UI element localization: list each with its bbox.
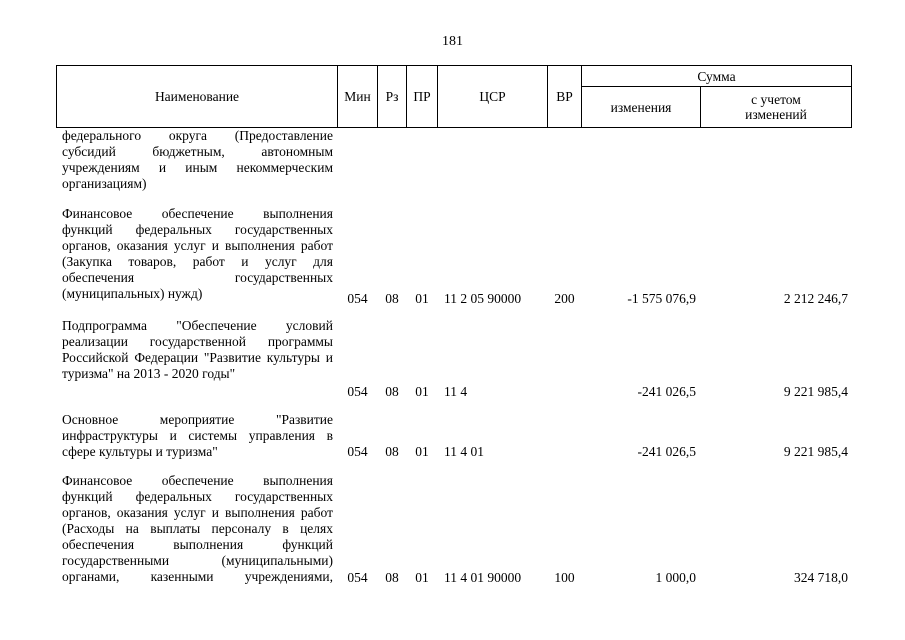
header-vr: ВР — [547, 65, 582, 128]
row-change: 1 000,0 — [655, 570, 696, 585]
row-pr: 01 — [415, 570, 429, 585]
row-csr: 11 2 05 90000 — [444, 291, 522, 306]
header-with-change: с учетом изменений — [700, 86, 852, 128]
row-name: Основное мероприятие "Развитие инфраструктуры и системы управления в сфере культуры и туризма" — [62, 412, 333, 459]
row-vr: 200 — [554, 291, 575, 306]
row-pr: 01 — [415, 384, 429, 399]
row-min: 054 — [347, 384, 368, 399]
row-min: 054 — [347, 570, 368, 585]
header-name: Наименование — [56, 65, 338, 128]
row-with-change: 9 221 985,4 — [783, 444, 848, 459]
row-vr: 100 — [554, 570, 575, 585]
row-pr: 01 — [415, 444, 429, 459]
header-pr: ПР — [406, 65, 438, 128]
row-name: Финансовое обеспечение выполнения функций федеральных государственных органов, оказания услуг и выполнения работ (Закупка товаров, работ и услуг для обеспечения государственных (муниципальных) нужд) — [62, 206, 333, 301]
row-min: 054 — [347, 291, 368, 306]
header-rz: Рз — [377, 65, 407, 128]
row-rz: 08 — [385, 570, 399, 585]
row-name: федерального округа (Предоставление субсидий бюджетным, автономным учреждениям и иным некоммерческим организациям) — [62, 128, 333, 191]
row-min: 054 — [347, 444, 368, 459]
row-change: -241 026,5 — [637, 384, 696, 399]
row-rz: 08 — [385, 444, 399, 459]
row-name: Финансовое обеспечение выполнения функций федеральных государственных органов, оказания услуг и выполнения работ (Расходы на выплаты персоналу в целях обеспечения выполнения функций государственными (муниципальными) органами, казенными учреждениями, — [62, 473, 333, 584]
row-with-change: 2 212 246,7 — [783, 291, 848, 306]
row-csr: 11 4 — [444, 384, 468, 399]
header-csr: ЦСР — [437, 65, 548, 128]
row-change: -241 026,5 — [637, 444, 696, 459]
row-change: -1 575 076,9 — [627, 291, 696, 306]
header-min: Мин — [337, 65, 378, 128]
row-rz: 08 — [385, 291, 399, 306]
row-name: Подпрограмма "Обеспечение условий реализации государственной программы Российской Федерации "Развитие культуры и туризма" на 2013 - 2020 годы" — [62, 318, 333, 381]
header-change: изменения — [581, 86, 701, 128]
header-sum: Сумма — [581, 65, 852, 87]
row-csr: 11 4 01 90000 — [444, 570, 522, 585]
row-with-change: 9 221 985,4 — [783, 384, 848, 399]
row-pr: 01 — [415, 291, 429, 306]
row-csr: 11 4 01 — [444, 444, 484, 459]
row-with-change: 324 718,0 — [794, 570, 848, 585]
page-number: 181 — [442, 34, 463, 49]
row-rz: 08 — [385, 384, 399, 399]
